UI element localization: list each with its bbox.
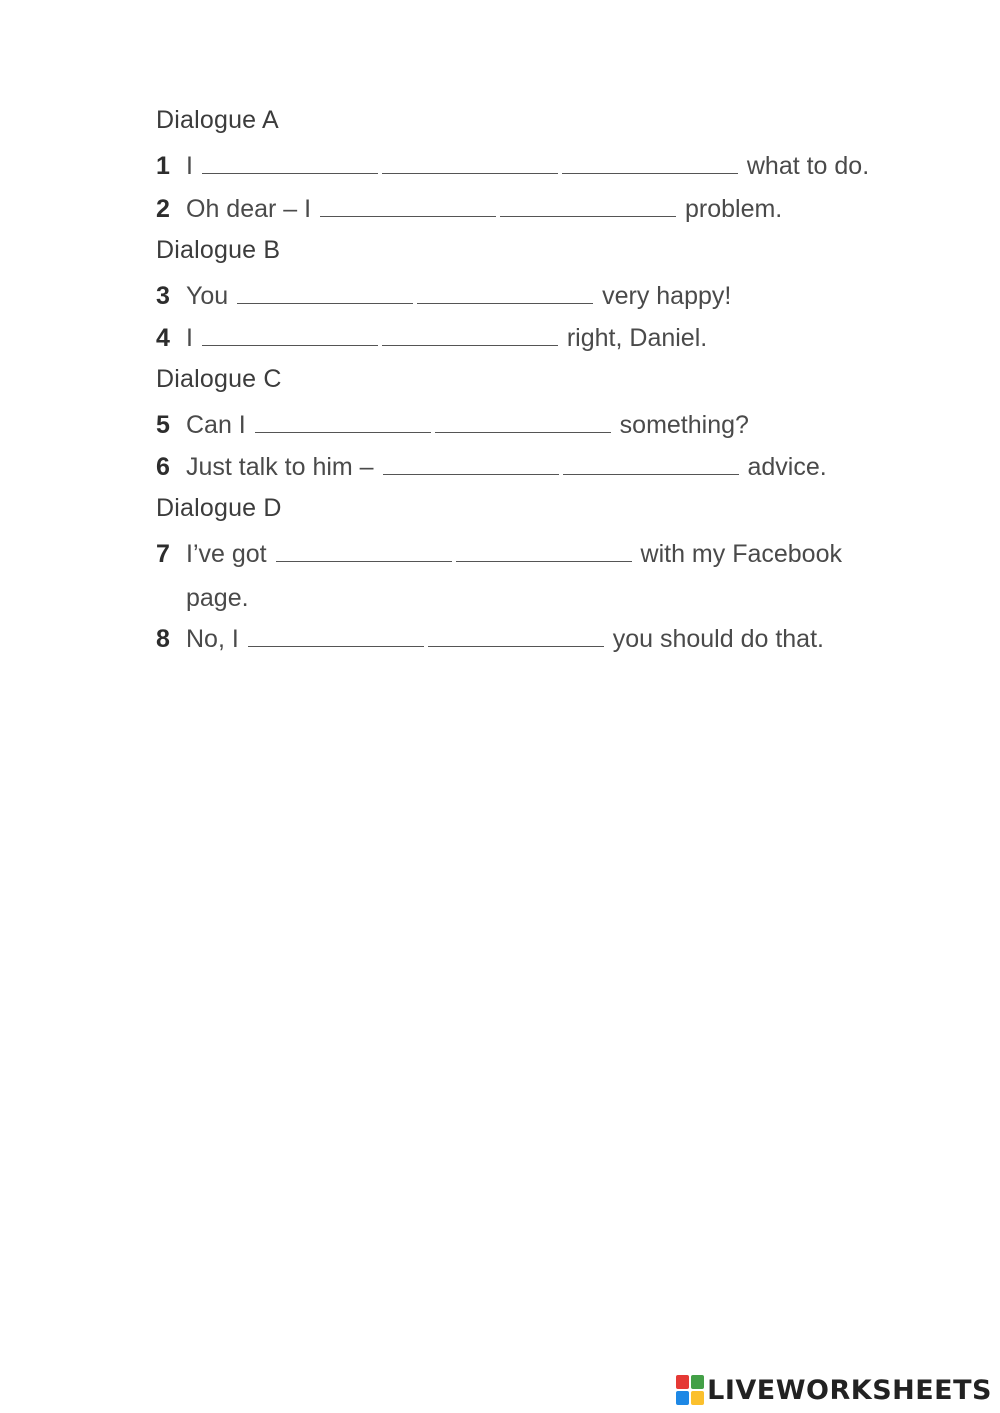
item-number: 7: [156, 540, 170, 568]
item-number: 3: [156, 282, 170, 310]
item-number: 2: [156, 195, 170, 223]
brand-name: LIVEWORKSHEETS: [707, 1374, 992, 1406]
item-text-after: very happy!: [602, 282, 732, 310]
item-text-before: I: [186, 152, 193, 180]
item-number: 1: [156, 152, 170, 180]
answer-blank[interactable]: [417, 302, 593, 304]
section-heading-a: Dialogue A: [156, 106, 279, 134]
section-heading-c: Dialogue C: [156, 365, 282, 393]
answer-blank[interactable]: [382, 172, 558, 174]
item-text-after: what to do.: [746, 152, 870, 180]
item-number: 4: [156, 324, 170, 352]
item-text-before: I’ve got: [186, 540, 267, 568]
answer-blank[interactable]: [435, 431, 611, 433]
item-text-before: You: [186, 282, 229, 310]
section-heading-d: Dialogue D: [156, 494, 282, 522]
item-text-after: you should do that.: [612, 625, 824, 653]
item-text-after: right, Daniel.: [566, 324, 708, 352]
item-7-continuation: page.: [186, 584, 249, 612]
answer-blank[interactable]: [382, 344, 558, 346]
answer-blank[interactable]: [202, 172, 378, 174]
item-number: 6: [156, 453, 170, 481]
answer-blank[interactable]: [276, 560, 452, 562]
item-number: 5: [156, 411, 170, 439]
item-text-before: Oh dear – I: [186, 195, 312, 223]
item-text-before: Can I: [186, 411, 246, 439]
answer-blank[interactable]: [428, 645, 604, 647]
item-text-after: advice.: [747, 453, 827, 481]
item-number: 8: [156, 625, 170, 653]
item-text-before: Just talk to him –: [186, 453, 374, 481]
liveworksheets-brand[interactable]: [676, 1373, 992, 1407]
item-text-after: problem.: [684, 195, 783, 223]
answer-blank[interactable]: [248, 645, 424, 647]
liveworksheets-logo-icon: [676, 1375, 704, 1405]
item-text-after: something?: [619, 411, 749, 439]
item-text-after: with my Facebook: [640, 540, 842, 568]
item-text-before: No, I: [186, 625, 239, 653]
answer-blank[interactable]: [320, 215, 496, 217]
section-heading-b: Dialogue B: [156, 236, 281, 264]
answer-blank[interactable]: [202, 344, 378, 346]
answer-blank[interactable]: [563, 473, 739, 475]
answer-blank[interactable]: [562, 172, 738, 174]
answer-blank[interactable]: [237, 302, 413, 304]
answer-blank[interactable]: [383, 473, 559, 475]
answer-blank[interactable]: [255, 431, 431, 433]
answer-blank[interactable]: [500, 215, 676, 217]
answer-blank[interactable]: [456, 560, 632, 562]
item-text-before: I: [186, 324, 193, 352]
